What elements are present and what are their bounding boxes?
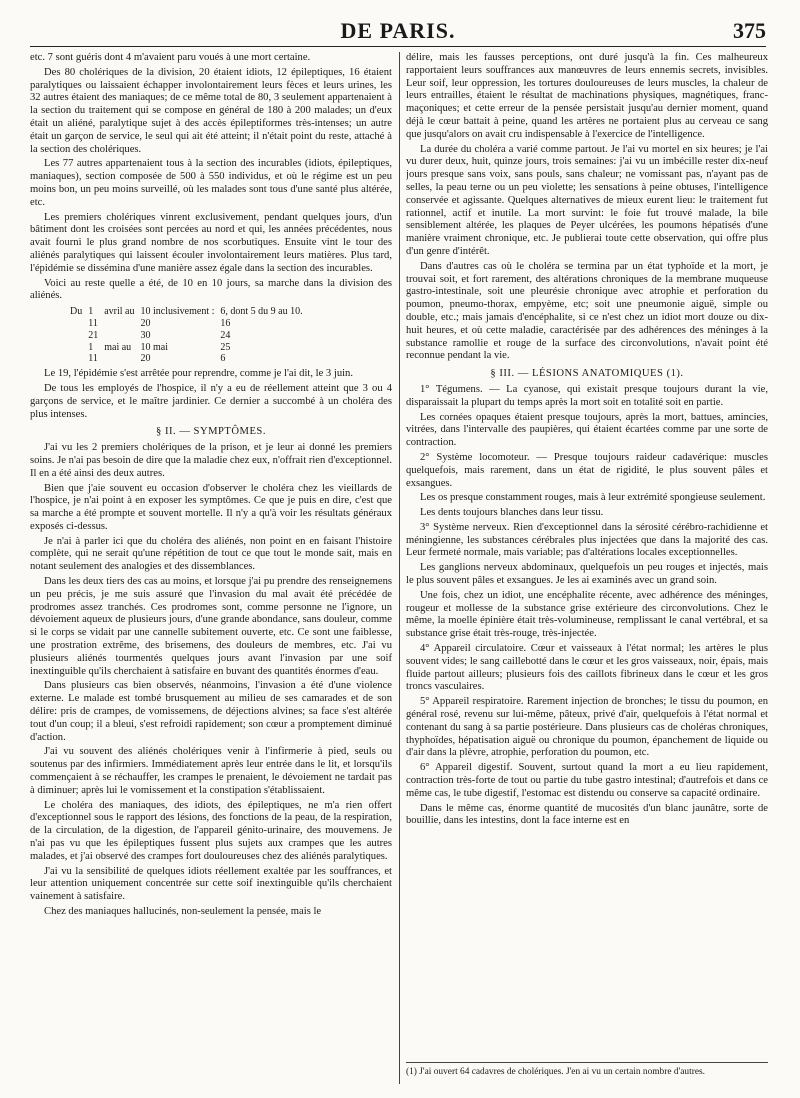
paragraph: J'ai vu souvent des aliénés cholériques venir à l'infirmerie à pied, seuls ou soutenus par des infirmiers. Immédiatement après leur entrée dans le lit, et lorsqu'ils commençaient à se réchauffer, les crampes le prenaient, le dévoiement ne tardait pas à diminuer; après lui le vomissement et la constipation s'établissaient. [30,746,392,796]
paragraph: Des 80 cholériques de la division, 20 étaient idiots, 12 épileptiques, 16 étaient paralytiques ou laissaient échapper involontairement leurs fèces et leurs urines, les 32 autres étaient des maniaques; de ce même total de 80, 3 seulement appartenaient à la section du traitement qui se compose en général de 180 à 200 malades; un d'eux était un aliéné, paralytique sujet à des accès épileptiformes très-intenses; un autre était un garçon de service, le seul qui ait été atteint; il n'était point du reste, attaché à la section des cholériques. [30,66,392,155]
paragraph: Bien que j'aie souvent eu occasion d'observer le choléra chez les vieillards de l'hospice, je n'ai point à en exposer les symptômes. Ce que je puis en dire, c'est que sa marche a été prompte et souvent mortelle. Il n'y a qu'à voir les résultats généraux exposés ci-dessus. [30,482,392,532]
paragraph: etc. 7 sont guéris dont 4 m'avaient paru voués à une mort certaine. [30,52,311,63]
paragraph: 2° Système locomoteur. — Presque toujours raideur cadavérique: muscles quelquefois, mais rarement, dans un état de rigidité, le plus souvent pâles et exsangues. [406,451,768,489]
paragraph: Dans d'autres cas où le choléra se termina par un état typhoïde et la mort, je trouvai soit, et fort rarement, des altérations chroniques de la membrane muqueuse gastro-intestinale, soit une pleurésie chronique avec atrophie et perforation du poumon, pneumo-thorax, empyème, etc; soit une pneumonie aiguë, simple ou double, etc.; mais jamais d'encéphalite, si ce n'est chez un idiot mort douze ou dix-huit heures, et où cette maladie, caractérisée par des adhérences des méninges à la substance ramollie et rouge de la surface des circonvolutions, n'avait point été reconnue pendant la vie. [406,260,768,362]
paragraph: Les 77 autres appartenaient tous à la section des incurables (idiots, épileptiques, maniaques), section composée de 500 à 550 individus, et où le régime est un peu moins bon, un peu moins surveillé, où les malades sont tous d'une santé plus altérée, etc. [30,158,392,208]
table-cell [70,318,88,330]
table-cell: mai au [104,341,132,353]
page-header [30,12,766,47]
table-cell: 10 inclusivement : [140,306,215,318]
column-divider [399,52,400,1084]
paragraph: J'ai vu les 2 premiers cholériques de la prison, et je leur ai donné les premiers soins. Je n'ai pas besoin de dire que la maladie chez eux, n'offrait rien d'exceptionnel. Il en a été ainsi des deux autres. [30,442,392,479]
paragraph: Une fois, chez un idiot, une encéphalite récente, avec adhérence des méninges, rougeur et mollesse de la substance grise extérieure des circonvolutions. Chez le même, la moelle épinière était très-volumineuse, remplissant le canal vertébral, et sa substance grise était très-rouge, très-injectée. [406,589,768,640]
left-column [30,52,392,1088]
table-cell: 6, dont 5 du 9 au 10. [220,306,303,318]
paragraph: 5° Appareil respiratoire. Rarement injection de bronches; le tissu du poumon, en général rosé, revenu sur lui-même, pâteux, privé d'air, quelquefois à l'état normal et contenant du sang à sa partie postérieure. Dans plusieurs cas de choléras chroniques, thyphoïdes, hépatisation aiguë ou chronique du poumon, épanchement de liquide ou d'air dans la plèvre, atrophie, perforation du poumon, etc. [406,696,768,759]
table-row [70,353,309,365]
table-cell: Du [70,306,83,318]
paragraph: Le 19, l'épidémie s'est arrêtée pour reprendre, comme je l'ai dit, le 3 juin. [44,368,354,380]
table-cell: 11 [88,353,98,365]
page-number: 375 [733,18,766,43]
table-cell: 10 mai [140,341,168,353]
paragraph: Dans les deux tiers des cas au moins, et lorsque j'ai pu prendre des renseignemens un peu précis, je me suis assuré que l'invasion du mal avait été précédée de prodromes assez tranchés. Ces prodromes sont, comme personne ne l'ignore, un dévoiement aqueux de plusieurs jours, d'une grande abondance, sans douleur, comme si le corps se vidait par une cannelle subitement ouverte, etc. Ce sont une faiblesse, une prostration extrême, des brisemens, des douleurs de membres, etc. J'ai vu plusieurs aliénés tourmentés quelques jours avant l'invasion par une soif inextinguible qu'ils cherchaient à satisfaire en buvant des quantités énormes d'eau. [30,576,392,677]
table-cell: 1 [88,341,94,353]
table-row [70,318,309,330]
paragraph: Dans plusieurs cas bien observés, néanmoins, l'invasion a été d'une violence externe. Le malade est tombé brusquement au milieu de ses camarades et de son délire: pris de crampes, de vomissemens, de déjections alvines; sa face s'est altérée tout d'un coup; il a bleui, s'est refroidi rapidement; son cœur a promptement diminué d'action. [30,680,392,743]
table-cell: 11 [88,317,98,329]
table-cell [104,318,140,330]
table-cell: avril au [104,306,135,318]
table-row [70,306,309,318]
table-cell: 24 [220,329,231,341]
paragraph: La durée du choléra a varié comme partout. Je l'ai vu mortel en six heures; je l'ai vu durer deux, huit, quinze jours, trois semaines: j'ai vu un imbécille rester dix-neuf jours presque sans voix, sans pouls, sans chaleur; ne vomissant pas, n'ayant pas de selles, la peau terne ou un peu violette; les sensations à peine obtuses, l'intelligence conservée et agissante. Quelques alternatives de mieux eurent lieu: le traitement fut rationnel, actif et inutile. La mort survint: le foie fut trouvé malade, la bile sensiblement altérée, les plaques de Peyer ulcérées, les poumons hépatisés d'une manière vraiment chronique, etc. Je publierai toute cette observation, qui offre plus d'un genre d'intérêt. [406,143,768,257]
paragraph: délire, mais les fausses perceptions, ont duré jusqu'à la fin. Ces malheureux rapportaient leurs souffrances aux manœuvres de leurs ennemis secrets, invisibles. Leur soif, leur oppression, les tortures douloureuses de leurs muscles, la chaleur de leurs entrailles, étaient le résultat de machinations physiques, magnétiques, franc-maçoniques; et cette erreur de la pensée persistait jusqu'au dernier moment, quand déjà le cœur battait à peine, quand les artères ne portaient plus au cerveau ce sang que jusqu'alors on avait cru indispensable à l'exercice de l'intelligence. [406,52,768,140]
footnote: (1) J'ai ouvert 64 cadavres de cholériques. J'en ai vu un certain nombre d'autres. [406,1062,768,1078]
table-cell [70,342,88,354]
paragraph: Les cornées opaques étaient presque toujours, après la mort, battues, amincies, vitrées, dans l'intervalle des paupières, qui étaient écartées comme par une sorte de contraction. [406,411,768,449]
paragraph: 4° Appareil circulatoire. Cœur et vaisseaux à l'état normal; les artères le plus souvent vides; le sang caillebotté dans le cœur et les gros vaisseaux, noir, épais, mais fluide partout ailleurs; plusieurs fois des caillots fibrineux dans le cœur et les gros troncs vasculaires. [406,643,768,693]
paragraph: 1° Tégumens. — La cyanose, qui existait presque toujours durant la vie, disparaissait la plupart du temps après la mort soit en totalité soit en partie. [406,383,768,408]
paragraph: Chez des maniaques hallucinés, non-seulement la pensée, mais le [44,906,322,917]
paragraph: Les dents toujours blanches dans leur tissu. [420,507,604,519]
table-cell: 1 [88,306,94,318]
right-column [406,52,768,1036]
table-cell [104,330,140,342]
table-cell [70,353,88,365]
paragraph: Je n'ai à parler ici que du choléra des aliénés, non point en en faisant l'histoire complète, qui ne serait qu'une répétition de tout ce que tout le monde sait, mais en notant seulement des analogies et des dissemblances. [30,535,392,573]
table-row [70,342,309,354]
paragraph: Dans le même cas, énorme quantité de mucosités d'un blanc jaunâtre, sorte de bouillie, dans les intestins, dont la face interne est en [406,802,768,827]
section-heading: § III. — LÉSIONS ANATOMIQUES (1). [490,368,684,380]
paragraph: Les premiers cholériques vinrent exclusivement, pendant quelques jours, d'un bâtiment dont les croisées sont percées au nord et qui, les années précédentes, nous avait fourni le plus grand nombre de nos scorbutiques. Ensuite vint le tour des aliénés paralytiques qui laissent écouler involontairement leurs matières. Plus tard, l'épidémie se dissémina d'une manière assez égale dans la section des incurables. [30,211,392,274]
table-cell: 20 [140,353,151,365]
paragraph: Les ganglions nerveux abdominaux, quelquefois un peu rouges et injectés, mais le plus souvent pâles et exsangues. Je les ai examinés avec un grand soin. [406,562,768,587]
paragraph: Voici au reste quelle a été, de 10 en 10 jours, sa marche dans la division des aliénés. [30,277,392,302]
table-cell [70,330,88,342]
table-cell: 20 [140,317,151,329]
table-cell: 6 [220,353,226,365]
table-row [70,330,309,342]
paragraph: Les os presque constamment rouges, mais à leur extrémité spongieuse seulement. [420,492,766,504]
paragraph: Le choléra des maniaques, des idiots, des épileptiques, ne m'a rien offert d'exceptionnel sous le rapport des lésions, des fonctions de la peau, de la respiration, de la circulation, de la digestion, de l'appareil génito-urinaire, des mouvemens. Je n'ai pas vu que les épileptiques fussent plus sujets aux crampes que les autres malades, et j'ai observé des crampes fort douloureuses chez des aliénés paralytiques. [30,799,392,862]
paragraph: 3° Système nerveux. Rien d'exceptionnel dans la sérosité cérébro-rachidienne et méningienne, les substances cérébrales plus injectées que dans la majorité des cas. Leur fermeté normale, mais variable; pas d'altérations locales exceptionnelles. [406,521,768,559]
paragraph: De tous les employés de l'hospice, il n'y a eu de réellement atteint que 3 ou 4 garçons de service, et le maître jardinier. Ce dernier a succombé à un choléra des plus intenses. [30,382,392,420]
running-title: DE PARIS. [340,18,456,43]
table-cell: 30 [140,329,151,341]
table-cell [104,353,140,365]
table-cell: 21 [88,329,99,341]
table-cell: 16 [220,317,231,329]
paragraph: 6° Appareil digestif. Souvent, surtout quand la mort a eu lieu rapidement, contraction très-forte de tout ou partie du tube gastro intestinal; d'autrefois et dans ce même cas, le tube digestif, l'estomac est distendu ou conserve sa capacité ordinaire. [406,762,768,799]
section-heading: § II. — SYMPTÔMES. [156,426,266,438]
paragraph: J'ai vu la sensibilité de quelques idiots réellement exaltée par les souffrances, et leur attention uniquement concentrée sur cette soif inextinguible qu'ils cherchaient vainement à satisfaire. [30,865,392,903]
table-cell: 25 [220,341,231,353]
epidemic-progress-table [70,306,309,365]
